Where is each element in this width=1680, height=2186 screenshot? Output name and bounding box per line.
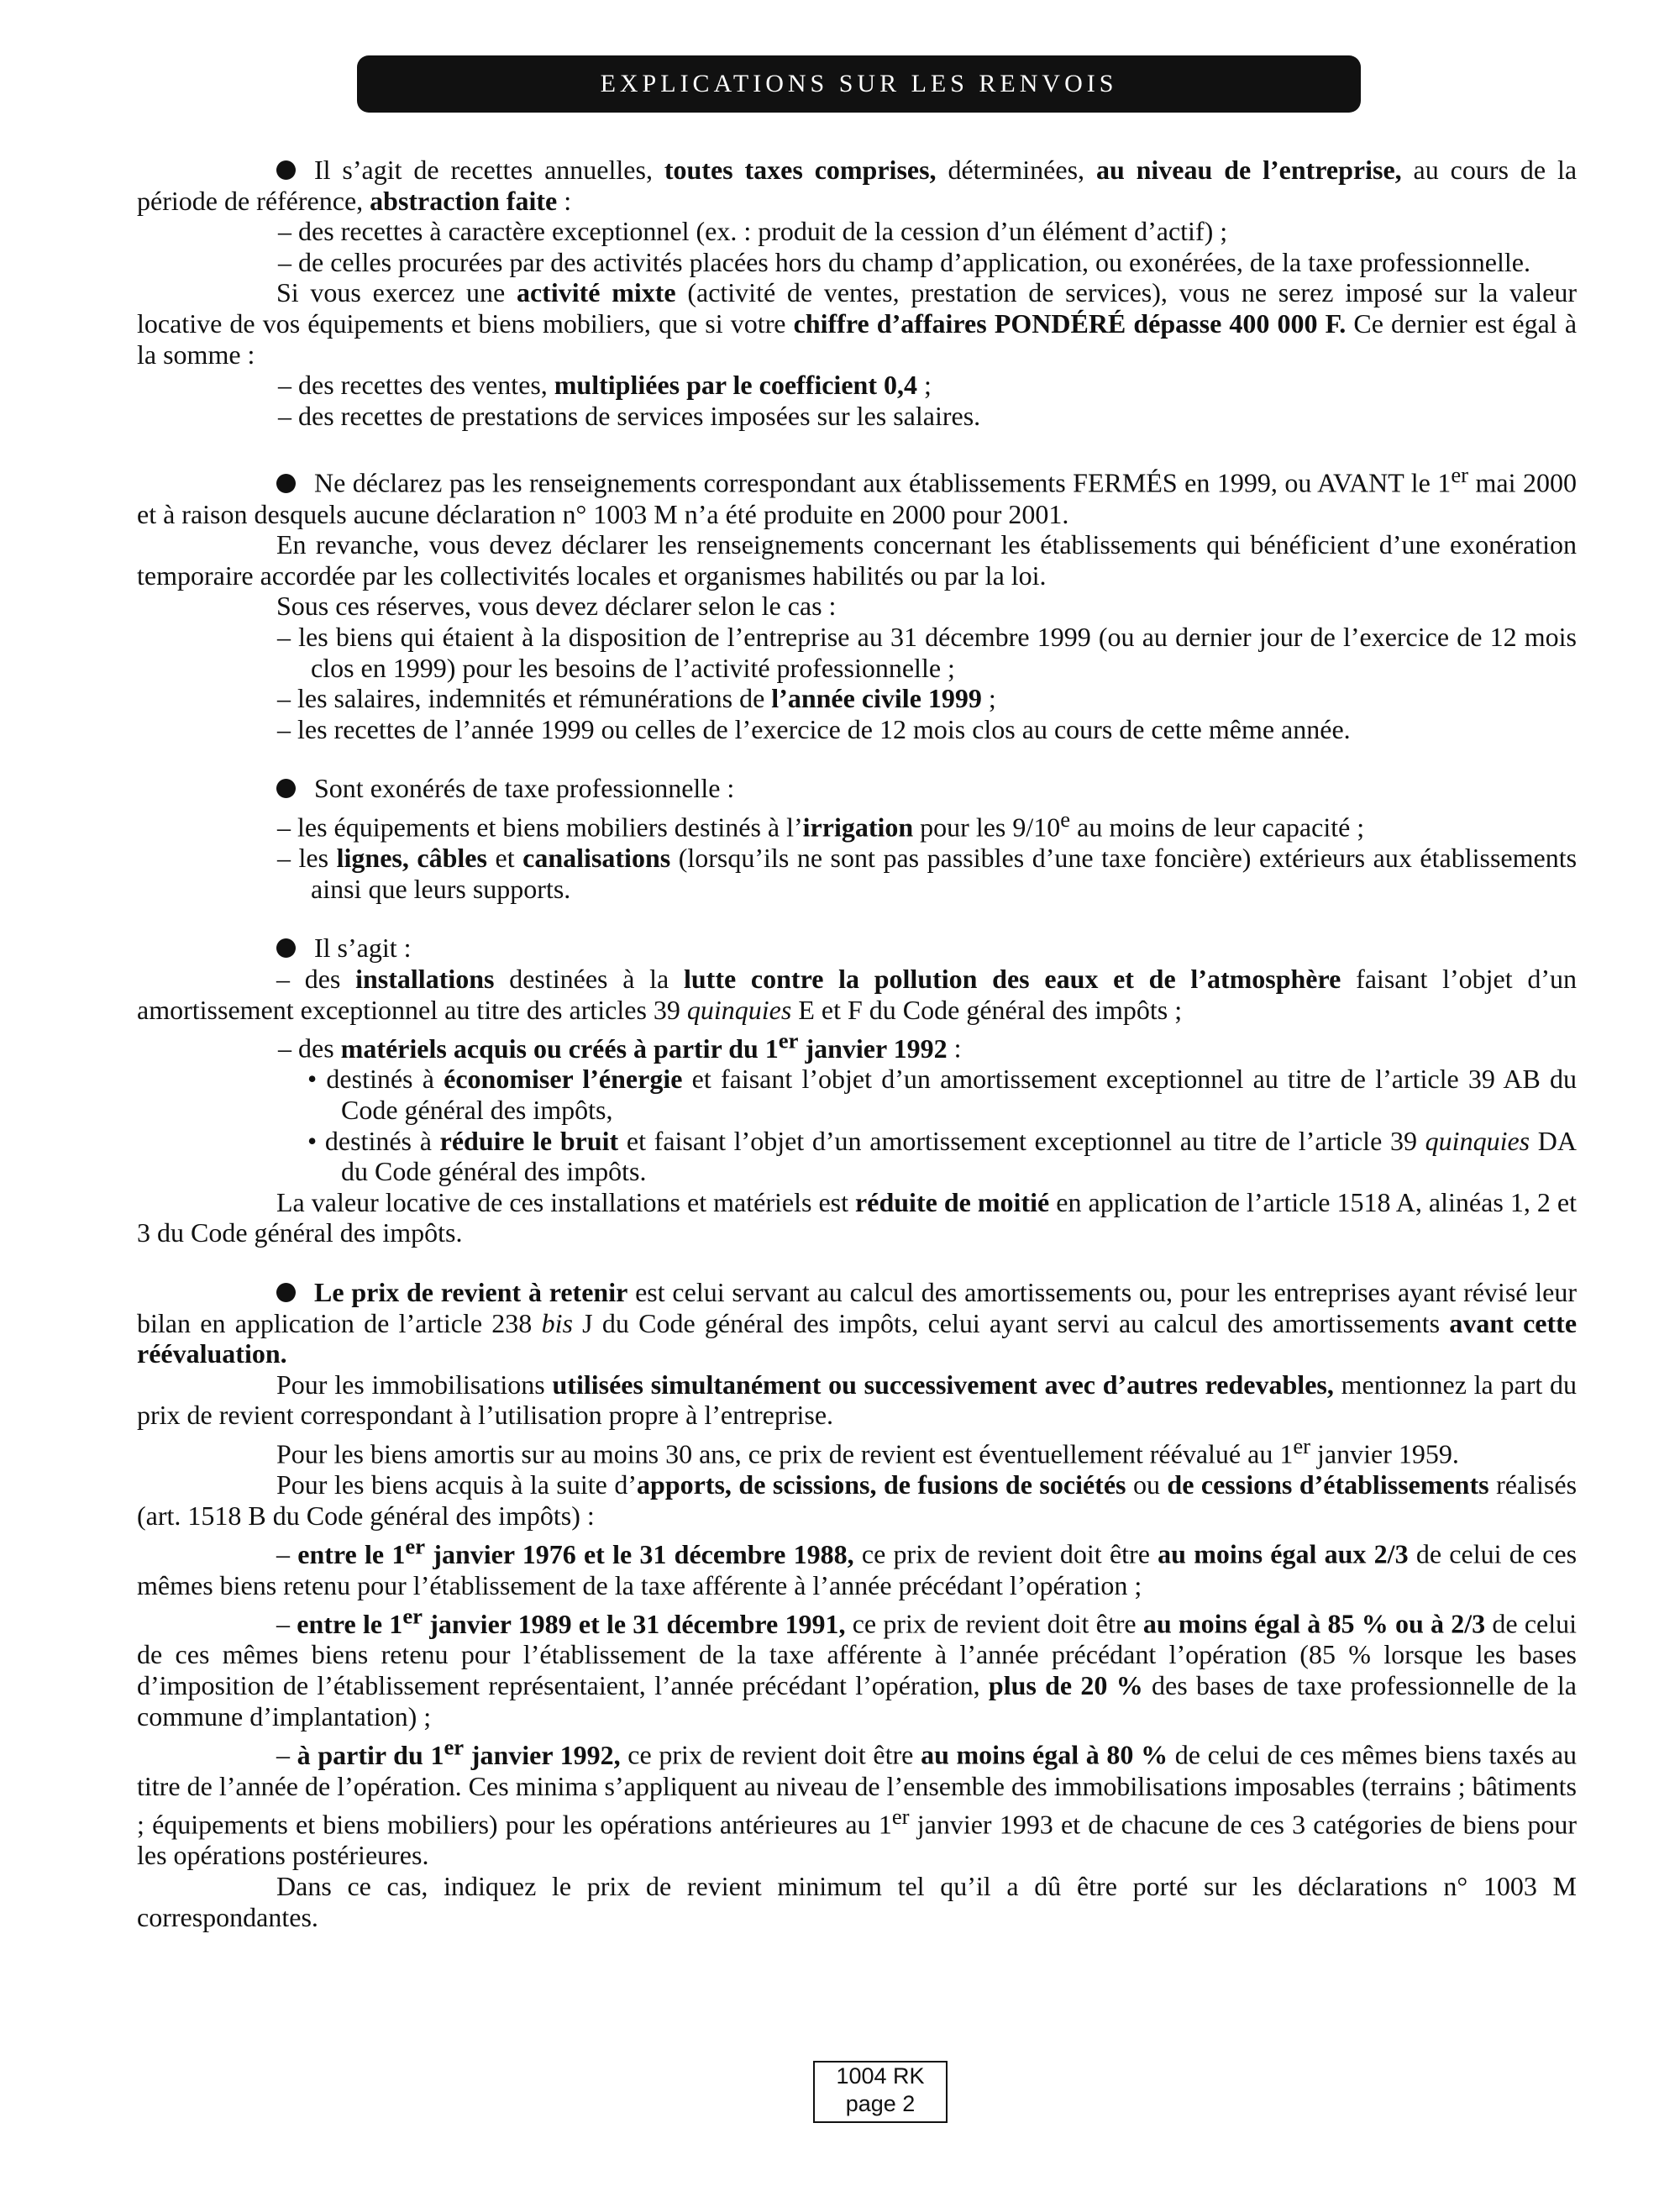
- list-item: – les recettes de l’année 1999 ou celles de l’exercice de 12 mois clos au cours de cette même année.: [277, 713, 1351, 744]
- paragraph: Ne déclarez pas les renseignements correspondant aux établissements FERMÉS en 1999, ou AVANT le 1er mai 2000 et à raison desquels aucune déclaration n° 1003 M n’a été produite en 2000 pour 2001.: [137, 462, 1578, 529]
- list-item: – des matériels acquis ou créés à partir du 1er janvier 1992 :: [278, 1027, 962, 1064]
- list-item: – des recettes des ventes, multipliées par le coefficient 0,4 ;: [278, 370, 932, 401]
- paragraph: Pour les immobilisations utilisées simultanément ou successivement avec d’autres redevables, mentionnez la part du prix de revient correspondant à l’utilisation propre à l’entreprise.: [137, 1369, 1578, 1431]
- paragraph: Sous ces réserves, vous devez déclarer selon le cas :: [276, 591, 837, 622]
- bullet-icon: [276, 160, 296, 180]
- list-item: – les biens qui étaient à la disposition de l’entreprise au 31 décembre 1999 (ou au dernier jour de l’exercice de 12 mois clos en 1999) pour les besoins de l’activité professionnelle ;: [277, 621, 1577, 683]
- list-item: – les lignes, câbles et canalisations (lorsqu’ils ne sont pas passibles d’une taxe foncière) extérieurs aux établissements ainsi que leurs supports.: [277, 843, 1578, 904]
- bullet-icon: [276, 938, 296, 958]
- list-item: – les salaires, indemnités et rémunérations de l’année civile 1999 ;: [277, 683, 996, 714]
- list-item: – entre le 1er janvier 1976 et le 31 décembre 1988, ce prix de revient doit être au moins égal aux 2/3 de celui de ces mêmes biens retenu pour l’établissement de la taxe afférente à l’année précédant l’opération ;: [137, 1533, 1578, 1600]
- paragraph: Si vous exercez une activité mixte (activité de ventes, prestation de services), vous ne serez imposé sur la valeur locative de vos équipements et biens mobiliers, que si votre chiffre d’affaires PONDÉRÉ dépasse 400 000 F. Ce dernier est égal à la somme :: [137, 277, 1578, 370]
- list-item: – à partir du 1er janvier 1992, ce prix de revient doit être au moins égal à 80 % de celui de ces mêmes biens taxés au titre de l’année de l’opération. Ces minima s’appliquent au niveau de l’ensemble des immobilisations imposables (terrains ; bâtiments ; équipements et biens mobiliers) pour les opérations antérieures au 1er janvier 1993 et de chacune de ces 3 catégories de biens pour les opérations postérieures.: [137, 1734, 1578, 1871]
- paragraph: Pour les biens acquis à la suite d’apports, de scissions, de fusions de sociétés ou de cessions d’établissements réalisés (art. 1518 B du Code général des impôts) :: [137, 1469, 1578, 1531]
- list-item: • destinés à économiser l’énergie et faisant l’objet d’un amortissement exceptionnel au titre de l’article 39 AB du Code général des impôts,: [307, 1064, 1578, 1125]
- list-item: – des installations destinées à la lutte contre la pollution des eaux et de l’atmosphère faisant l’objet d’un amortissement exceptionnel au titre des articles 39 quinquies E et F du Code général des impôts ;: [137, 963, 1578, 1025]
- paragraph: Pour les biens amortis sur au moins 30 ans, ce prix de revient est éventuellement réévalué au 1er janvier 1959.: [276, 1432, 1459, 1469]
- section-title-banner: [357, 55, 1361, 113]
- list-item: • destinés à réduire le bruit et faisant l’objet d’un amortissement exceptionnel au titre de l’article 39 quinquies DA du Code général des impôts.: [307, 1125, 1578, 1187]
- list-item: – les équipements et biens mobiliers destinés à l’irrigation pour les 9/10e au moins de leur capacité ;: [277, 806, 1365, 843]
- paragraph: La valeur locative de ces installations et matériels est réduite de moitié en application de l’article 1518 A, alinéas 1, 2 et 3 du Code général des impôts.: [137, 1186, 1577, 1248]
- form-number: 1004 RK: [836, 2063, 925, 2089]
- bullet-icon: [276, 779, 296, 798]
- paragraph: Il s’agit :: [137, 933, 1577, 964]
- list-item: – des recettes de prestations de services imposées sur les salaires.: [278, 400, 981, 431]
- paragraph: Dans ce cas, indiquez le prix de revient minimum tel qu’il a dû être porté sur les déclarations n° 1003 M correspondantes.: [137, 1870, 1577, 1932]
- list-item: – de celles procurées par des activités placées hors du champ d’application, ou exonérées, de la taxe professionnelle.: [278, 246, 1530, 277]
- paragraph: En revanche, vous devez déclarer les renseignements concernant les établissements qui bénéficient d’une exonération temporaire accordée par les collectivités locales et organismes habilités ou par la loi.: [137, 529, 1577, 591]
- document-body: [137, 155, 1577, 1932]
- bullet-icon: [276, 1283, 296, 1302]
- section-title: EXPLICATIONS SUR LES RENVOIS: [600, 70, 1118, 97]
- list-item: – des recettes à caractère exceptionnel (ex. : produit de la cession d’un élément d’actif) ;: [278, 216, 1228, 247]
- paragraph: Il s’agit de recettes annuelles, toutes taxes comprises, déterminées, au niveau de l’entreprise, au cours de la période de référence, abstraction faite :: [137, 155, 1578, 216]
- page-footer-box: [813, 2061, 948, 2123]
- paragraph: Le prix de revient à retenir est celui servant au calcul des amortissements ou, pour les entreprises ayant révisé leur bilan en application de l’article 238 bis J du Code général des impôts, celui ayant servi au calcul des amortissements avant cette réévaluation.: [137, 1276, 1578, 1369]
- page-number: page 2: [845, 2091, 916, 2116]
- paragraph: Sont exonérés de taxe professionnelle :: [137, 773, 1577, 804]
- list-item: – entre le 1er janvier 1989 et le 31 décembre 1991, ce prix de revient doit être au moins égal à 85 % ou à 2/3 de celui de ces mêmes biens retenu pour l’établissement de la taxe afférente à l’année précédant l’opération (85 % lorsque les bases d’imposition de l’établissement représentaient, l’année précédant l’opération, plus de 20 % des bases de taxe professionnelle de la commune d’implantation) ;: [137, 1603, 1578, 1731]
- bullet-icon: [276, 474, 296, 493]
